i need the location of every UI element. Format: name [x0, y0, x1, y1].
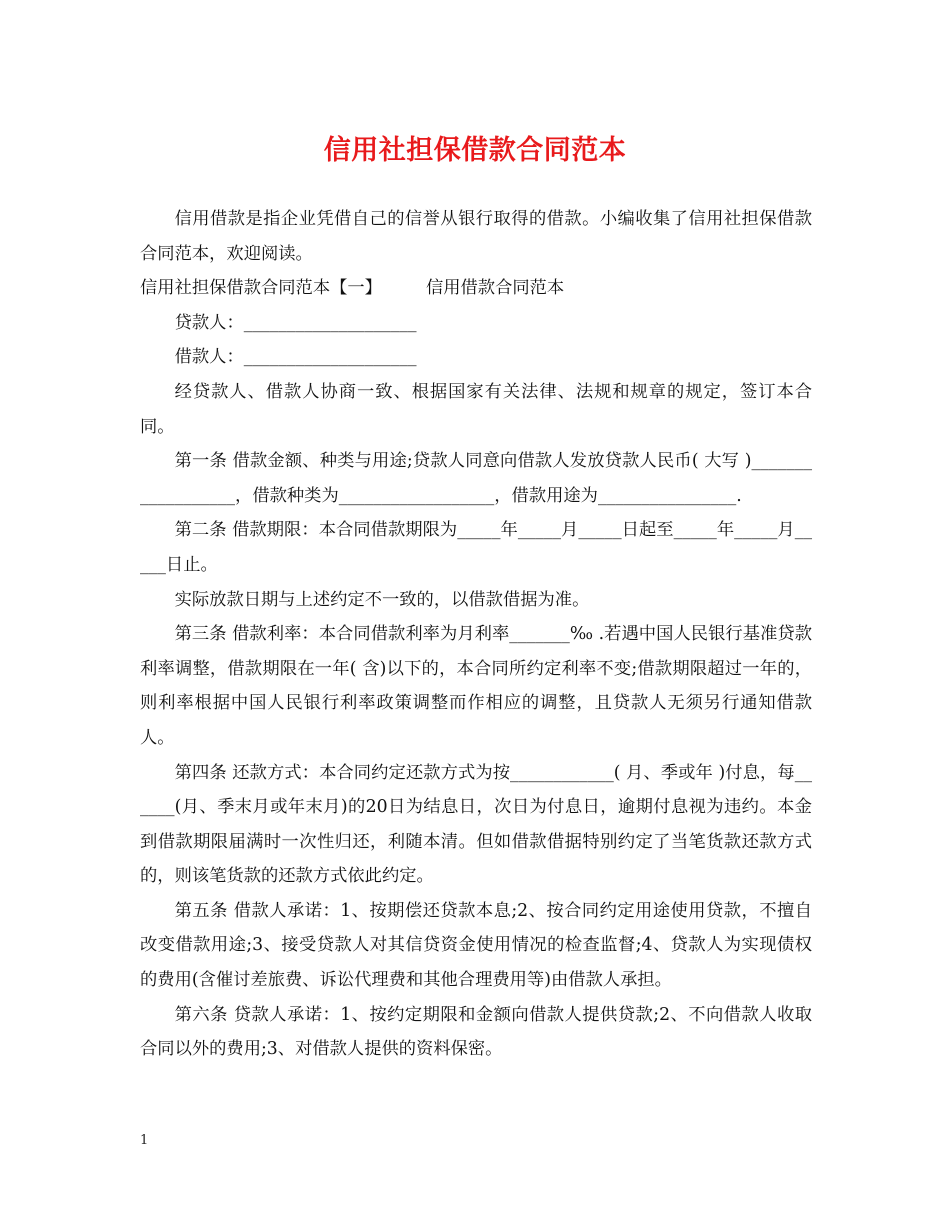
intro-paragraph: 信用借款是指企业凭借自己的信誉从银行取得的借款。小编收集了信用社担保借款合同范本，欢迎阅读。 — [140, 209, 812, 264]
article-6: 第六条 贷款人承诺：1、按约定期限和金额向借款人提供贷款;2、不向借款人收取合同以外的费用;3、对借款人提供的资料保密。 — [140, 1004, 812, 1060]
section-subheading: 信用借款合同范本 — [425, 278, 565, 299]
article-5: 第五条 借款人承诺：1、按期偿还贷款本息;2、按合同约定用途使用贷款，不擅自改变借款用途;3、接受贷款人对其信贷资金使用情况的检查监督;4、贷款人为实现债权的费用(含催讨差旅费、诉讼代理费和其他合理费用等)由借款人承担。 — [140, 900, 812, 991]
document-body — [140, 202, 812, 1067]
preamble-paragraph: 经贷款人、借款人协商一致、根据国家有关法律、法规和规章的规定，签订本合同。 — [140, 381, 812, 437]
borrower-line: 借款人：____________________ — [174, 347, 417, 368]
article-4: 第四条 还款方式：本合同约定还款方式为按____________( 月、季或年 )付息，每______(月、季末月或年末月)的20日为结息日，次日为付息日，逾期付息视为违约。本金到借款期限届满时一次性归还，利随本清。但如借款借据特别约定了当笔货款还款方式的，则该笔货款的还款方式依此约定。 — [140, 762, 812, 887]
article-1: 第一条 借款金额、种类与用途;贷款人同意向借款人发放贷款人民币( 大写 )__________________，借款种类为__________________，借款用途为________________. — [140, 451, 812, 506]
section-heading-line — [140, 271, 812, 306]
article-2: 第二条 借款期限：本合同借款期限为_____年_____月_____日起至_____年_____月_____日止。 — [140, 520, 812, 575]
document-title: 信用社担保借款合同范本 — [323, 135, 627, 166]
page-number: 1 — [140, 1133, 149, 1148]
article-2-note: 实际放款日期与上述约定不一致的，以借款借据为准。 — [174, 589, 590, 610]
section-heading: 信用社担保借款合同范本【一】 — [140, 278, 382, 299]
article-3: 第三条 借款利率：本合同借款利率为月利率_______‰ .若遇中国人民银行基准贷款利率调整，借款期限在一年( 含)以下的，本合同所约定利率不变;借款期限超过一年的，则利率根据中国人民银行利率政策调整而作相应的调整，且贷款人无须另行通知借款人。 — [140, 624, 812, 748]
lender-line: 贷款人：____________________ — [174, 312, 417, 333]
